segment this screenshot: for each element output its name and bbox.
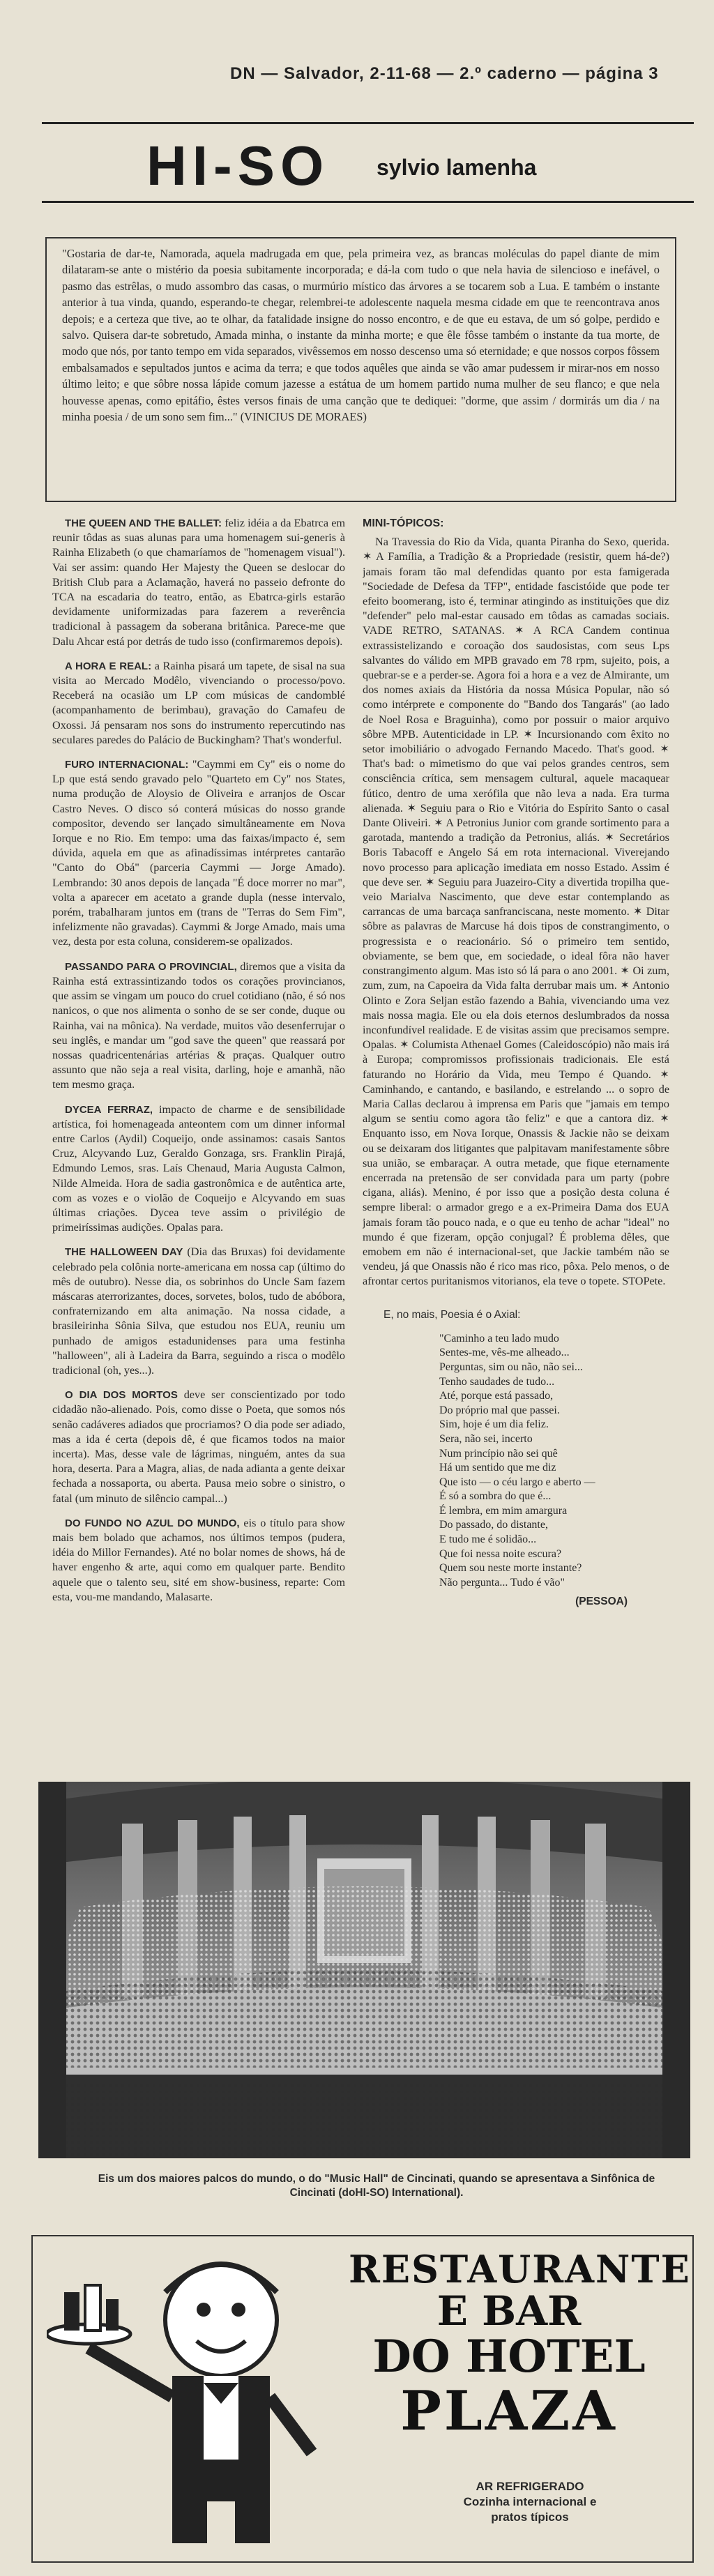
orchestra-stage-photo: [38, 1782, 690, 2158]
ad-sub-2: Cozinha internacional e: [463, 2495, 597, 2508]
left-item-head: FURO INTERNACIONAL:: [65, 759, 189, 771]
photo-caption: Eis um dos maiores palcos do mundo, o do "Music Hall" de Cincinati, quando se apresentava a Sinfônica de Cincinati (doHI-SO) International).: [98, 2173, 655, 2199]
ad-line-e-bar: E BAR: [436, 2287, 582, 2335]
left-item-head: PASSANDO PARA O PROVINCIAL,: [65, 960, 237, 973]
poem-line: Há um sentido que me diz: [439, 1462, 556, 1474]
mini-topicos-text: Na Travessia do Rio da Vida, quanta Piranha do Sexo, querida. ✶ A Família, a Tradição & a Propriedade (resistir, quem há-de?) jamais foram tão mal defendidas quanto por esta famigerada "Sociedade de Defesa da TFP", entidade fascistóide que pode ter efeito boomerang, isto é, terminar atingindo as instituições que diz "defender" pelo mal-estar causado em tôdas as camadas sociais. VADE RETRO, SATANAS. ✶ A RCA Candem continua extrassistelizando e coroação dos saudosistas, com seus Lps salvantes do válido em MPB gravado em 78 rpm, sujeito, pois, a quebrar-se e a perder-se. Agora foi a hora e a vez de Almirante, um dos nomes axiais da História da nossa Música Popular, não só como intérprete e componente do "Bando dos Tangarás" (ao lado de Noel Rosa e Braguinha), como por possuir o maior arquivo sôbre MPB. Autenticidade in LP. ✶ Incursionando com êxito no setor imobiliário o advogado Fernando Macedo. That's good. ✶ That's bad: o mimetismo do que vai pelos grandes centros, sem consciência crítica, sem mensagem cultural, aquele macaquear fútico, dentro de uma xerófila que não leva a nada. Era turma alienada. ✶ Seguiu para o Rio e Vitória do Espírito Santo o casal Dante Oliveiri. ✶ A Petronius Junior com grande sortimento para a garotada, mantendo a tradição da Petronius, aliás. ✶ Secretários Boris Tabacoff e Angelo Sá em rota internacional. Viverejando novo processo para aplicação imediata em nosso Estado. Assim é que deve ser. ✶ Seguiu para Juazeiro-City a divertida tropilha que-veio Marialva Nascimento, que deve estar contemplando as carrancas de uma barcaça sanfranciscana, neste momento. ✶ Ditar sôbre as palavras de Marcuse há dois tipos de constrangimento, o progressista e o reacionário. Só o primeiro tem sentido, obviamente, se bem que, em sociedade, o ideal fôra não haver constrangimento algum. Mas isto só lá para o ano 2001. ✶ Oi zum, zum, zum, na Capoeira da Vida falta derrubar mais um. ✶ Antonio Olinto e Zora Seljan estão fazendo a Bahia, vivenciando uma vez mais nossa magia. Ele ou ela dois eternos deslumbrados da nossa inconfundível realidade. E de visitas assim que precisamos sempre. Opalas. ✶ Columista Athenael Gomes (Caleidoscópio) não mais irá à Europa; compromissos profissionais tradicionais. Ele está faturando no Horário da Vida, meu Tempo é Quando. ✶ Caminhando, e cantando, e basilando, e estrelando ... o sopro de Maria Callas declarou à imprensa em Paris que "jamais em tempo algum se sentiu como agora tão feliz" e que a cantora diz. ✶ Enquanto isso, em Nova Iorque, Onassis & Jackie não se deixam ou se deixaram dos litigantes que palpitavam manifestamente sôbre sua união, se embaraçar. A outra metade, que fique eternamente encerrada na pretensão de ser convidada para um party (pobre cigana, aliás). Menino, é por isso que a posição desta coluna é sempre liberal: o armador grego e a ex-Primeira Dama dos EUA jamais foram tão pouco nada, e o que eu tenho de achar "ideal" no mundo é que fizeram, opção conjugal? É problema dêles, que emobem em não é internacional-set, que Jackie também não se vendeu, já que Onassis não é rico mas rico, pôxa. Pelo menos, o de afrontar certos puritanismos vitorianos, ela teve o topete. STOPete.: [363, 536, 669, 1288]
left-item: [52, 1103, 345, 1236]
ad-sub-3: pratos típicos: [491, 2510, 569, 2524]
ad-line-plaza: PLAZA: [400, 2379, 618, 2443]
left-item-text: diremos que a visita da Rainha está extrassintizando todos os corações provincianos, que assim se vingam um pouco do cruel cotidiano (não, é só nos nanicos, o que nos alimenta o sonho de se ser conde, duque ou Rainha, vai na mônica). Na verdade, muitos vão desenferrujar o seu inglês, e mandar um "god save the queen" que reassará por nossas quadricentenárias artérias & praças. Qualquer outro assunto que não seja a real visita, darling, hoje e amanhã, não tem mesmo graça.: [52, 960, 345, 1091]
ad-subtitle: [390, 2479, 669, 2525]
left-item-text: impacto de charme e de sensibilidade artística, foi homenageada anteontem com um dinner informal entre Carlos (Aydil) Coqueijo, onde assinamos: casais Santos Cruz, Alcyvando Luz, Geraldo Gonzaga, srs. Franklin Pirajá, Edmundo Lemos, sras. Laís Chenaud, Maria Augusta Calmon, Nilde Almeida. Hora de sadia gastronômica e de autêntica arte, com as vozes e o violão de Coqueijo e Alcyvando em suas últimas criações. Dycea teve assim o privilégio de primeiríssimas audições. Opalas para.: [52, 1103, 345, 1234]
poem-line: Quem sou neste morte instante?: [439, 1562, 582, 1575]
column-header: [42, 122, 694, 203]
poem-line: É lembra, em mim amargura: [439, 1504, 568, 1517]
poem-line: Sera, não sei, incerto: [439, 1432, 533, 1445]
intro-poem-box: [45, 237, 676, 502]
left-item-text: (Dia das Bruxas) foi devidamente celebrado pela colônia norte-americana em nossa cap (último do mês de outubro). Nesse dia, os sobrinhos do Uncle Sam fazem máscaras aterrorizantes, doces, sorvetes, bolos, tudo de abóbora, confraternizando em alta animação. Na nossa cidade, a brasileirinha Sônia Silva, que estudou nos EUA, reuniu um punhado de amigos estadunidenses para uma festinha "halloween", ali à Ladeira da Barra, seguindo a risca o modêlo tradicional (oh, yes...).: [52, 1245, 345, 1377]
poem-line: E tudo me é solidão...: [439, 1533, 537, 1546]
poem-line: Não pergunta... Tudo é vão": [439, 1576, 565, 1589]
left-column: [52, 516, 345, 1876]
column-title: HI-SO: [146, 135, 330, 197]
left-item-text: deve ser conscientizado por todo cidadão não-alienado. Pois, como disse o Poeta, que somos nós senão cadáveres adiados que procriamos? O dia pode ser adiado, mas a ida é certa (depois dê, é que ficamos todos na maior incerta). Mas, desse vale de lágrimas, ninguém, antes da sua hora, deserta. Para a Magra, alias, de nada adianta a gente deixar fechada a nossaporta, ou aberta. Pausa meio sobre o sinistro, o fatal (um minuto de silêncio campal...): [52, 1388, 345, 1505]
left-item: [52, 960, 345, 1093]
left-item-head: DO FUNDO NO AZUL DO MUNDO,: [65, 1517, 240, 1529]
right-column: [363, 516, 669, 1869]
masthead: DN — Salvador, 2-11-68 — 2.º caderno — página 3: [230, 64, 659, 83]
poem-line: Tenho saudades de tudo...: [439, 1375, 555, 1388]
left-item-text: a Rainha pisará um tapete, de sisal na sua visita ao Mercado Modêlo, vivenciando o processo/povo. Receberá na ocasião um LP com músicas de candomblé (acompanhamento de berimbau), gravação do Camafeu de Oxossi. Já pensaram nos sons do instrumento repercutindo nas seculares paredes do Palácio de Buckingham? That's wonderful.: [52, 659, 345, 746]
ad-sub-1: AR REFRIGERADO: [476, 2480, 584, 2493]
poem-line: Perguntas, sim ou não, não sei...: [439, 1361, 583, 1373]
left-item: [52, 1516, 345, 1605]
poem-line: Num princípio não sei quê: [439, 1447, 558, 1460]
poem-line: É só a sombra do que é...: [439, 1490, 552, 1503]
intro-poem-text: "Gostaria de dar-te, Namorada, aquela madrugada em que, pela primeira vez, as brancas moléculas do papel diante de mim dilataram-se ante o mistério da poesia subitamente incorporada; e dá-la com tudo o que nela havia de silencioso e inefável, o pasmo das estrêlas, o mudo assombro das casas, o murmúrio místico das árvores a se tocarem sob a Lua. E também o instante anterior à tua vinda, quando, esperando-te chegar, relembrei-te adolescente naquela mesma cidade em que te reencontrava anos depois; e a certeza que tive, ao te olhar, da fatalidade insigne do nosso encontro, e de que eu estava, de um só golpe, perdido e salvo. Quisera dar-te sobretudo, Amada minha, o instante da minha morte; e que êle fôsse também o instante da tua morte, de modo que nós, por tanto tempo em vida separados, vivêssemos em nosso descenso uma só eternidade; e que nossos corpos fôssem embalsamados e sepultados juntos e acima da terra; e que todos aquêles que ainda se vão amar pudessem ir mirar-nos em nosso último leito; e que sôbre nossa lápide comum jazesse a estátua de um homem partido numa mulher de seu flanco; e que nela houvesse apenas, como epitáfio, êstes versos finais de uma canção que te dediquei: "dorme, que assim / dormirás um dia / na minha poesia / de um sono sem fim..." (VINICIUS DE MORAES): [62, 247, 660, 424]
orchestra-photo-image: [38, 1782, 690, 2158]
axial-heading: E, no mais, Poesia é o Axial:: [383, 1308, 521, 1321]
left-item-text: "Caymmi em Cy" eis o nome do Lp que está sendo gravado pelo "Quarteto em Cy" nos States, numa produção de Aloysio de Oliveira e arranjos de Oscar Castro Neves. O disco só conterá músicas do nosso grande compositor, devendo ser lançado simultâneamente em Nova Iorque e no Rio. Em tempo: uma das faixas/impacto é, sem dúvida, aquela em que as afinadíssimas intérpretes cantarão "Canto do Obá" (parceria Caymmi — Jorge Amado). Lembrando: 30 anos depois de lançada "É doce morrer no mar", volta a aparecer em acetato a grande dupla (nesse intervalo, porém, trabalharam juntos em (trans de "Terras do Sem Fim", infelizmente não gravadas). Caymmi & Jorge Amado, mais uma vez, desta por esta coluna, considerem-se opalizados.: [52, 758, 345, 948]
ad-title: [349, 2247, 691, 2443]
poem-line: "Caminho a teu lado mudo: [439, 1332, 559, 1344]
left-item-head: DYCEA FERRAZ,: [65, 1103, 153, 1116]
left-item: [52, 659, 345, 748]
poem-signature: (PESSOA): [575, 1596, 628, 1608]
left-item: [52, 757, 345, 950]
poem-line: Sim, hoje é um dia feliz.: [439, 1418, 549, 1431]
poem-line: Até, porque está passado,: [439, 1390, 554, 1402]
ad-line-do-hotel: DO HOTEL: [372, 2331, 646, 2383]
left-item-head: THE HALLOWEEN DAY: [65, 1246, 183, 1259]
left-item-head: THE QUEEN AND THE BALLET:: [65, 517, 222, 529]
mini-topicos-heading: MINI-TÓPICOS:: [363, 517, 444, 529]
left-item: [52, 1388, 345, 1506]
poem-line: Sentes-me, vês-me alheado...: [439, 1347, 570, 1359]
left-item-head: O DIA DOS MORTOS: [65, 1389, 178, 1402]
left-item-text: feliz idéia a da Ebatrca em reunir tôdas as suas alunas para uma homenagem sui-generis à Rainha Elizabeth (o que chamaríamos de "homenagem visual"). Vai ser assim: quando Her Majesty the Queen se deslocar do British Club para a Aclamação, haverá no passeio defronte do TCA na escadaria do teatro, então, as Ebatrca-girls estarão devidamente uniformizadas para fazerem a reverência tradicional à passagem da soberana britânica. Parece-me que Dalu Ahcar está por detrás de tudo isso (confirmaremos depois).: [52, 517, 345, 648]
poem-line: Do passado, do distante,: [439, 1519, 548, 1531]
poem-line: Que isto — o céu largo e aberto —: [439, 1476, 595, 1488]
left-item-text: eis o título para show mais bem bolado que achamos, nos últimos tempos (pudera, idéia do Millor Fernandes). Até no bolar nomes de shows, há de haver engenho & arte, aqui como em qualquer parte. Bendito aquele que o talento seu, sité em show-business, reparte: Com esta, vou-me mandando, Malasarte.: [52, 1516, 345, 1603]
left-item-head: A HORA E REAL:: [65, 660, 152, 672]
poem-line: Que foi nessa noite escura?: [439, 1547, 562, 1560]
left-item: [52, 516, 345, 649]
column-author: sylvio lamenha: [377, 155, 537, 180]
ad-line-restaurante: RESTAURANTE: [349, 2247, 691, 2291]
waiter-illustration-icon: [47, 2243, 340, 2550]
left-item: [52, 1245, 345, 1378]
axial-poem: [439, 1332, 669, 1591]
poem-line: Do próprio mal que passei.: [439, 1404, 560, 1416]
